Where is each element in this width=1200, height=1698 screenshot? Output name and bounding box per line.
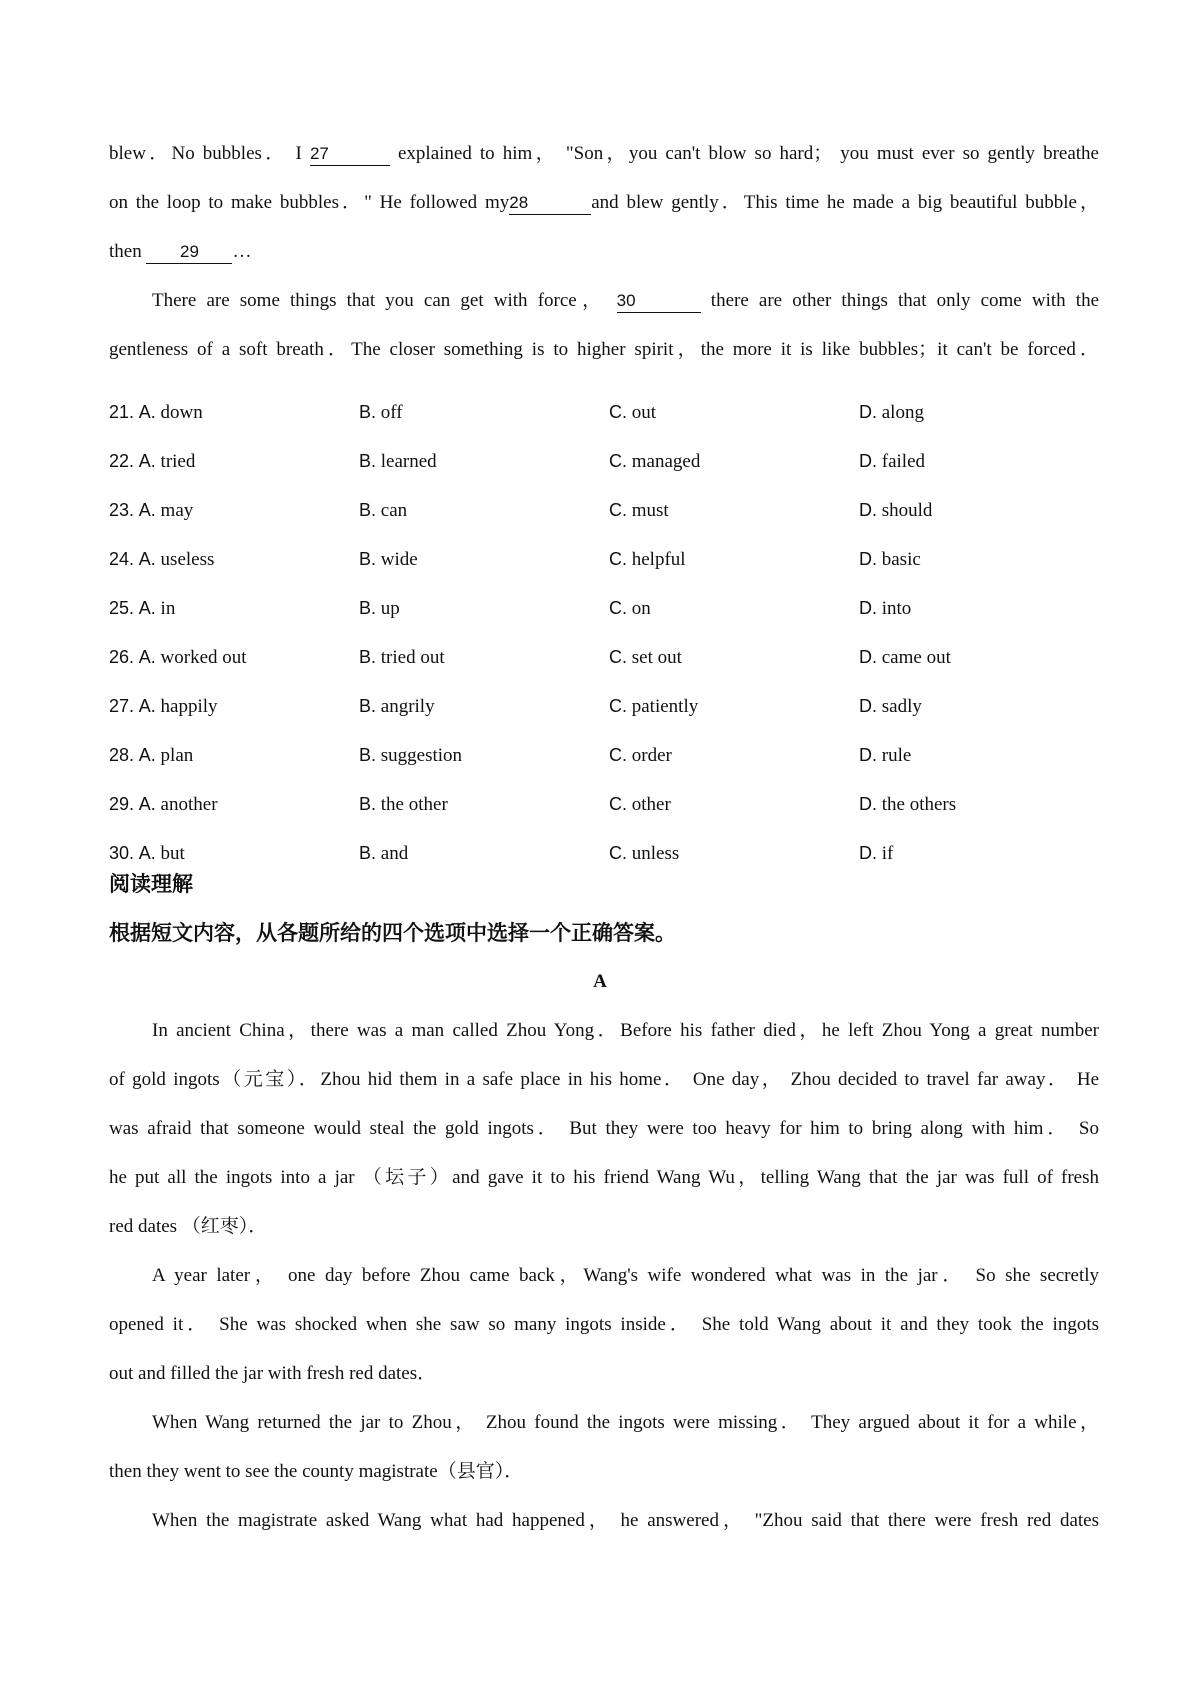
option-a bbox=[109, 644, 247, 671]
blank-30: 30 bbox=[617, 290, 701, 313]
option-text: set out bbox=[631, 647, 682, 668]
option-b bbox=[359, 546, 418, 573]
passage-text: blew．No bubbles． I bbox=[109, 143, 310, 164]
option-text: sadly bbox=[881, 696, 922, 717]
passage-line bbox=[109, 141, 1099, 167]
option-b bbox=[359, 497, 407, 524]
blank-29: 29 bbox=[146, 241, 232, 264]
option-label: A. bbox=[138, 549, 156, 569]
question-row bbox=[109, 546, 1099, 572]
option-label: D. bbox=[859, 549, 877, 569]
blank-27: 27 bbox=[310, 143, 390, 166]
option-b bbox=[359, 693, 435, 720]
passage-a-line: was afraid that someone would steal the gold ingots． But they were too heavy for him to bring along with him． So bbox=[109, 1118, 1099, 1139]
option-b bbox=[359, 595, 400, 622]
option-text: can bbox=[380, 500, 408, 521]
option-label: A. bbox=[138, 451, 156, 471]
section-instruction: 根据短文内容，从各题所给的四个选项中选择一个正确答案。 bbox=[109, 921, 676, 945]
option-label: D. bbox=[859, 500, 877, 520]
option-text: into bbox=[881, 598, 912, 619]
passage-a-line: When Wang returned the jar to Zhou， Zhou found the ingots were missing． They argued about it for a while， bbox=[152, 1412, 1099, 1433]
passage-text: and blew gently．This time he made a big beautiful bubble， bbox=[591, 192, 1100, 213]
option-text: worked out bbox=[160, 647, 247, 668]
passage-a-line: then they went to see the county magistrate（县官）． bbox=[109, 1461, 524, 1482]
option-label: B. bbox=[359, 843, 377, 863]
option-a bbox=[109, 448, 195, 475]
option-text: useless bbox=[160, 549, 215, 570]
option-d bbox=[859, 644, 951, 671]
passage-a-line: When the magistrate asked Wang what had happened， he answered， "Zhou said that there were fresh red dates bbox=[152, 1510, 1099, 1531]
passage-line: gentleness of a soft breath．The closer something is to higher spirit，the more it is like bubbles；it can't be forced． bbox=[109, 339, 1099, 360]
option-label: D. bbox=[859, 745, 877, 765]
question-number: 28. bbox=[109, 745, 135, 765]
option-d bbox=[859, 693, 922, 720]
option-text: and bbox=[380, 843, 409, 864]
question-number: 30. bbox=[109, 843, 135, 863]
question-number: 27. bbox=[109, 696, 135, 716]
option-c bbox=[609, 497, 669, 524]
option-a bbox=[109, 546, 214, 573]
option-text: learned bbox=[380, 451, 437, 472]
option-b bbox=[359, 399, 403, 426]
passage-a-line: out and filled the jar with fresh red dates． bbox=[109, 1363, 437, 1384]
passage-line bbox=[109, 239, 1099, 265]
question-number: 25. bbox=[109, 598, 135, 618]
option-text: rule bbox=[881, 745, 912, 766]
option-label: D. bbox=[859, 402, 877, 422]
option-a bbox=[109, 742, 193, 769]
option-text: may bbox=[160, 500, 194, 521]
option-text: in bbox=[160, 598, 176, 619]
option-text: must bbox=[631, 500, 669, 521]
option-c bbox=[609, 644, 682, 671]
passage-text: There are some things that you can get with force， bbox=[152, 290, 617, 311]
option-label: C. bbox=[609, 794, 627, 814]
option-d bbox=[859, 791, 956, 818]
option-text: the others bbox=[881, 794, 957, 815]
passage-text: then bbox=[109, 241, 147, 262]
option-label: A. bbox=[138, 647, 156, 667]
passage-text: on the loop to make bubbles．" He followed my bbox=[109, 192, 510, 213]
option-text: managed bbox=[631, 451, 701, 472]
option-d bbox=[859, 497, 932, 524]
question-number: 24. bbox=[109, 549, 135, 569]
option-label: A. bbox=[138, 598, 156, 618]
option-label: A. bbox=[138, 794, 156, 814]
passage-line bbox=[109, 190, 1099, 216]
option-c bbox=[609, 448, 700, 475]
option-text: the other bbox=[380, 794, 448, 815]
passage-a-line: A year later， one day before Zhou came back，Wang's wife wondered what was in the jar． So she secretly bbox=[152, 1265, 1099, 1286]
passage-text: … bbox=[232, 241, 252, 262]
option-text: along bbox=[881, 402, 924, 423]
option-label: D. bbox=[859, 598, 877, 618]
option-label: A. bbox=[138, 500, 156, 520]
blank-28: 28 bbox=[509, 192, 591, 215]
option-text: but bbox=[160, 843, 185, 864]
question-row bbox=[109, 497, 1099, 523]
option-c bbox=[609, 595, 651, 622]
option-text: plan bbox=[160, 745, 194, 766]
option-a bbox=[109, 693, 218, 720]
option-label: C. bbox=[609, 402, 627, 422]
option-label: B. bbox=[359, 745, 377, 765]
option-label: C. bbox=[609, 549, 627, 569]
option-d bbox=[859, 399, 924, 426]
option-label: C. bbox=[609, 745, 627, 765]
option-b bbox=[359, 791, 448, 818]
section-heading: 阅读理解 bbox=[109, 872, 193, 896]
option-label: B. bbox=[359, 696, 377, 716]
question-row bbox=[109, 791, 1099, 817]
option-text: on bbox=[631, 598, 651, 619]
option-text: should bbox=[881, 500, 933, 521]
option-label: D. bbox=[859, 696, 877, 716]
passage-a-line: red dates （红枣）． bbox=[109, 1216, 268, 1237]
question-number: 22. bbox=[109, 451, 135, 471]
passage-a-line: he put all the ingots into a jar （坛子）and gave it to his friend Wang Wu，telling Wang that the jar was full of fresh bbox=[109, 1167, 1099, 1188]
option-c bbox=[609, 840, 679, 867]
option-text: suggestion bbox=[380, 745, 463, 766]
option-label: A. bbox=[138, 696, 156, 716]
passage-line bbox=[152, 288, 1099, 314]
option-c bbox=[609, 399, 656, 426]
option-a bbox=[109, 497, 193, 524]
option-text: happily bbox=[160, 696, 218, 717]
question-row bbox=[109, 595, 1099, 621]
option-d bbox=[859, 840, 893, 867]
passage-title: A bbox=[593, 971, 607, 992]
option-text: tried bbox=[160, 451, 196, 472]
option-text: helpful bbox=[631, 549, 686, 570]
option-label: B. bbox=[359, 500, 377, 520]
option-b bbox=[359, 840, 408, 867]
question-number: 21. bbox=[109, 402, 135, 422]
option-label: C. bbox=[609, 451, 627, 471]
option-label: D. bbox=[859, 647, 877, 667]
option-label: D. bbox=[859, 451, 877, 471]
option-a bbox=[109, 595, 175, 622]
option-label: C. bbox=[609, 598, 627, 618]
option-c bbox=[609, 693, 698, 720]
option-d bbox=[859, 742, 911, 769]
question-number: 29. bbox=[109, 794, 135, 814]
passage-a-line: In ancient China，there was a man called Zhou Yong．Before his father died，he left Zhou Yong a great number bbox=[152, 1020, 1099, 1041]
option-text: tried out bbox=[380, 647, 445, 668]
passage-a-line: opened it． She was shocked when she saw so many ingots inside． She told Wang about it and they took the ingots bbox=[109, 1314, 1099, 1335]
question-number: 26. bbox=[109, 647, 135, 667]
option-d bbox=[859, 448, 925, 475]
option-text: unless bbox=[631, 843, 680, 864]
option-text: basic bbox=[881, 549, 921, 570]
option-label: B. bbox=[359, 647, 377, 667]
option-label: A. bbox=[138, 402, 156, 422]
option-label: C. bbox=[609, 647, 627, 667]
option-label: C. bbox=[609, 843, 627, 863]
option-label: B. bbox=[359, 451, 377, 471]
option-c bbox=[609, 546, 686, 573]
question-row bbox=[109, 742, 1099, 768]
option-label: A. bbox=[138, 843, 156, 863]
option-label: C. bbox=[609, 696, 627, 716]
option-c bbox=[609, 742, 672, 769]
option-text: off bbox=[380, 402, 403, 423]
question-row bbox=[109, 644, 1099, 670]
option-c bbox=[609, 791, 671, 818]
passage-text: explained to him， "Son，you can't blow so hard； you must ever so gently breathe bbox=[389, 143, 1099, 164]
option-text: came out bbox=[881, 647, 951, 668]
question-number: 23. bbox=[109, 500, 135, 520]
question-row bbox=[109, 840, 1099, 866]
option-a bbox=[109, 840, 185, 867]
question-row bbox=[109, 693, 1099, 719]
option-label: D. bbox=[859, 794, 877, 814]
option-label: A. bbox=[138, 745, 156, 765]
option-a bbox=[109, 791, 218, 818]
option-text: angrily bbox=[380, 696, 435, 717]
option-d bbox=[859, 546, 921, 573]
option-label: B. bbox=[359, 549, 377, 569]
question-row bbox=[109, 448, 1099, 474]
option-label: D. bbox=[859, 843, 877, 863]
option-b bbox=[359, 742, 462, 769]
option-text: order bbox=[631, 745, 672, 766]
question-row bbox=[109, 399, 1099, 425]
option-a bbox=[109, 399, 203, 426]
option-label: B. bbox=[359, 402, 377, 422]
option-b bbox=[359, 448, 437, 475]
option-b bbox=[359, 644, 445, 671]
passage-text: there are other things that only come with the bbox=[700, 290, 1100, 311]
option-label: C. bbox=[609, 500, 627, 520]
option-text: patiently bbox=[631, 696, 699, 717]
option-text: another bbox=[160, 794, 218, 815]
option-label: B. bbox=[359, 794, 377, 814]
passage-a-line: of gold ingots（元宝）．Zhou hid them in a safe place in his home． One day， Zhou decided to travel far away． He bbox=[109, 1069, 1099, 1090]
option-text: if bbox=[881, 843, 894, 864]
option-text: failed bbox=[881, 451, 926, 472]
option-text: other bbox=[631, 794, 671, 815]
option-label: B. bbox=[359, 598, 377, 618]
option-text: out bbox=[631, 402, 657, 423]
option-text: down bbox=[160, 402, 203, 423]
option-d bbox=[859, 595, 911, 622]
option-text: wide bbox=[380, 549, 418, 570]
option-text: up bbox=[380, 598, 400, 619]
